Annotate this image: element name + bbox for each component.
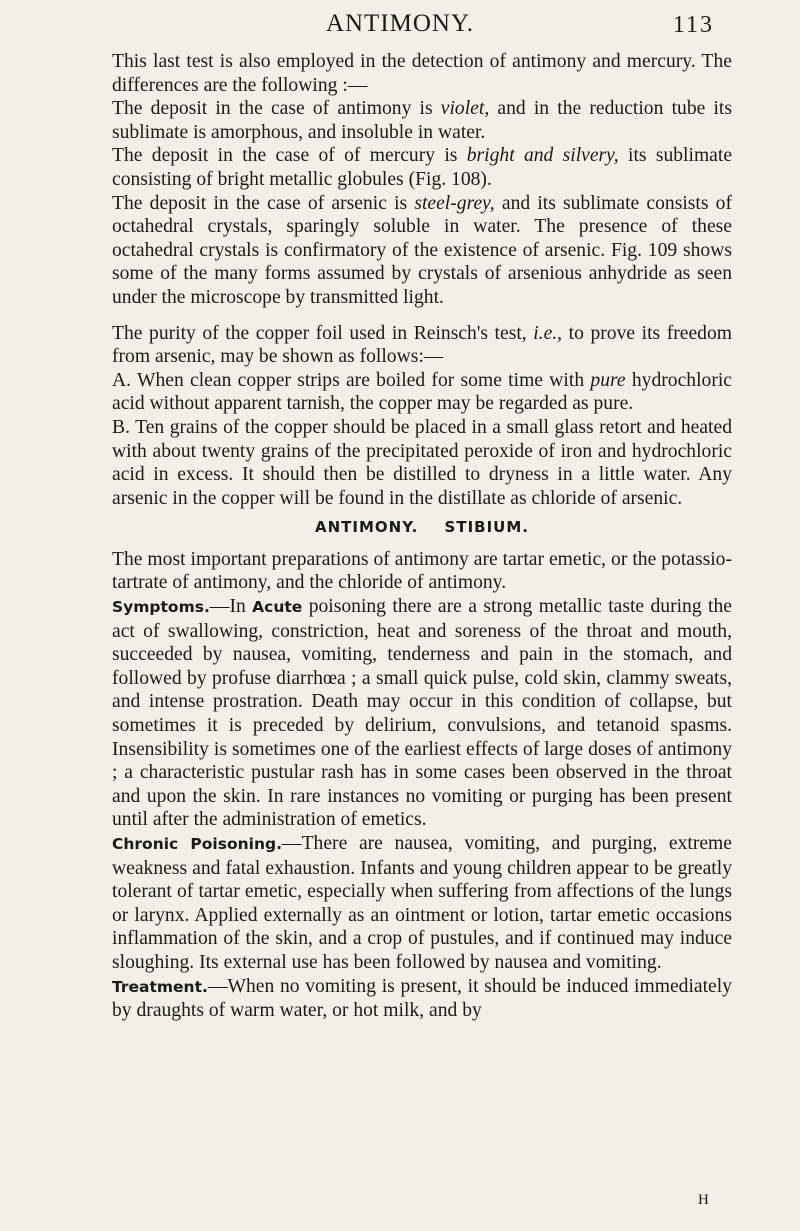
section-latin-name: STIBIUM. — [444, 518, 529, 537]
page-body — [112, 50, 732, 1023]
emphasis: bright and silvery, — [466, 145, 619, 167]
paragraph-symptoms: Symptoms.—In Acute poisoning there are a strong metallic taste during the act of swallowing, constriction, heat and soreness of the throat and mouth, succeeded by nausea, vomiting, tenderness and pain in the stomach, and followed by profuse diarrhœa ; a small quick pulse, cold skin, clammy sweats, and intense prostration. Death may occur in this condition of collapse, but sometimes it is preceded by delirium, convulsions, and tetanoid spasms. Insensibility is sometimes one of the earliest effects of large doses of antimony ; a characteristic pustular rash has in some cases been observed in the throat and upon the skin. In rare instances no vomiting or purging has been present until after the administration of emetics. — [112, 596, 732, 831]
emphasis: i.e., — [533, 322, 563, 344]
emphasis: pure — [590, 369, 626, 391]
emphasis: violet, — [440, 98, 490, 120]
paragraph-chronic: Chronic Poisoning.—There are nausea, vomiting, and purging, extreme weakness and fatal exhaustion. Infants and young children appear to be greatly tolerant of tartar emetic, especially when suffering from affections of the lungs or larynx. Applied externally as an ointment or lotion, tartar emetic occasions inflammation of the skin, and a crop of pustules, and if continued may induce sloughing. Its external use has been followed by nausea and vomiting. — [112, 833, 732, 973]
paragraph: B. Ten grains of the copper should be placed in a small glass retort and heated with about twenty grains of the precipitated peroxide of iron and hydrochloric acid in excess. It should then be distilled to dryness in a little water. Any arsenic in the copper will be found in the distillate as chloride of arsenic. — [112, 416, 732, 509]
run-in-heading: Symptoms. — [112, 598, 210, 617]
paragraph: The most important preparations of antimony are tartar emetic, or the potassio-tartrate of antimony, and the chloride of antimony. — [112, 548, 732, 594]
section-heading — [112, 516, 732, 540]
paragraph: A. When clean copper strips are boiled for some time with pure hydrochloric acid without apparent tarnish, the copper may be regarded as pure. — [112, 369, 732, 415]
paragraph: The purity of the copper foil used in Reinsch's test, i.e., to prove its freedom from arsenic, may be shown as follows:— — [112, 322, 732, 368]
paragraph: The deposit in the case of of mercury is bright and silvery, its sublimate consisting of bright metallic globules (Fig. 108). — [112, 145, 733, 190]
running-header — [0, 10, 800, 44]
page-number: 113 — [672, 12, 714, 38]
emphasis: steel-grey, — [414, 192, 495, 214]
paragraph: The deposit in the case of antimony is violet, and in the reduction tube its sublimate is amorphous, and insoluble in water. — [112, 98, 732, 143]
paragraph-treatment: Treatment.—When no vomiting is present, it should be induced immediately by draughts of warm water, or hot milk, and by — [112, 975, 732, 1022]
run-in-heading: Chronic Poisoning. — [112, 835, 282, 853]
section-name: ANTIMONY. — [315, 518, 419, 537]
running-title: ANTIMONY. — [325, 10, 475, 37]
paragraph: The deposit in the case of arsenic is steel-grey, and its sublimate consists of octahedral crystals, sparingly soluble in water. The presence of these octahedral crystals is confirmatory of the existence of arsenic. Fig. 109 shows some of the many forms assumed by crystals of arsenious anhydride as seen under the microscope by transmitted light. — [112, 192, 732, 308]
paragraph: This last test is also employed in the detection of antimony and mercury. The differences are the following :— — [112, 51, 732, 96]
run-in-heading: Treatment. — [112, 977, 208, 996]
signature-mark: H — [698, 1192, 709, 1208]
run-in-heading: Acute — [252, 598, 303, 617]
